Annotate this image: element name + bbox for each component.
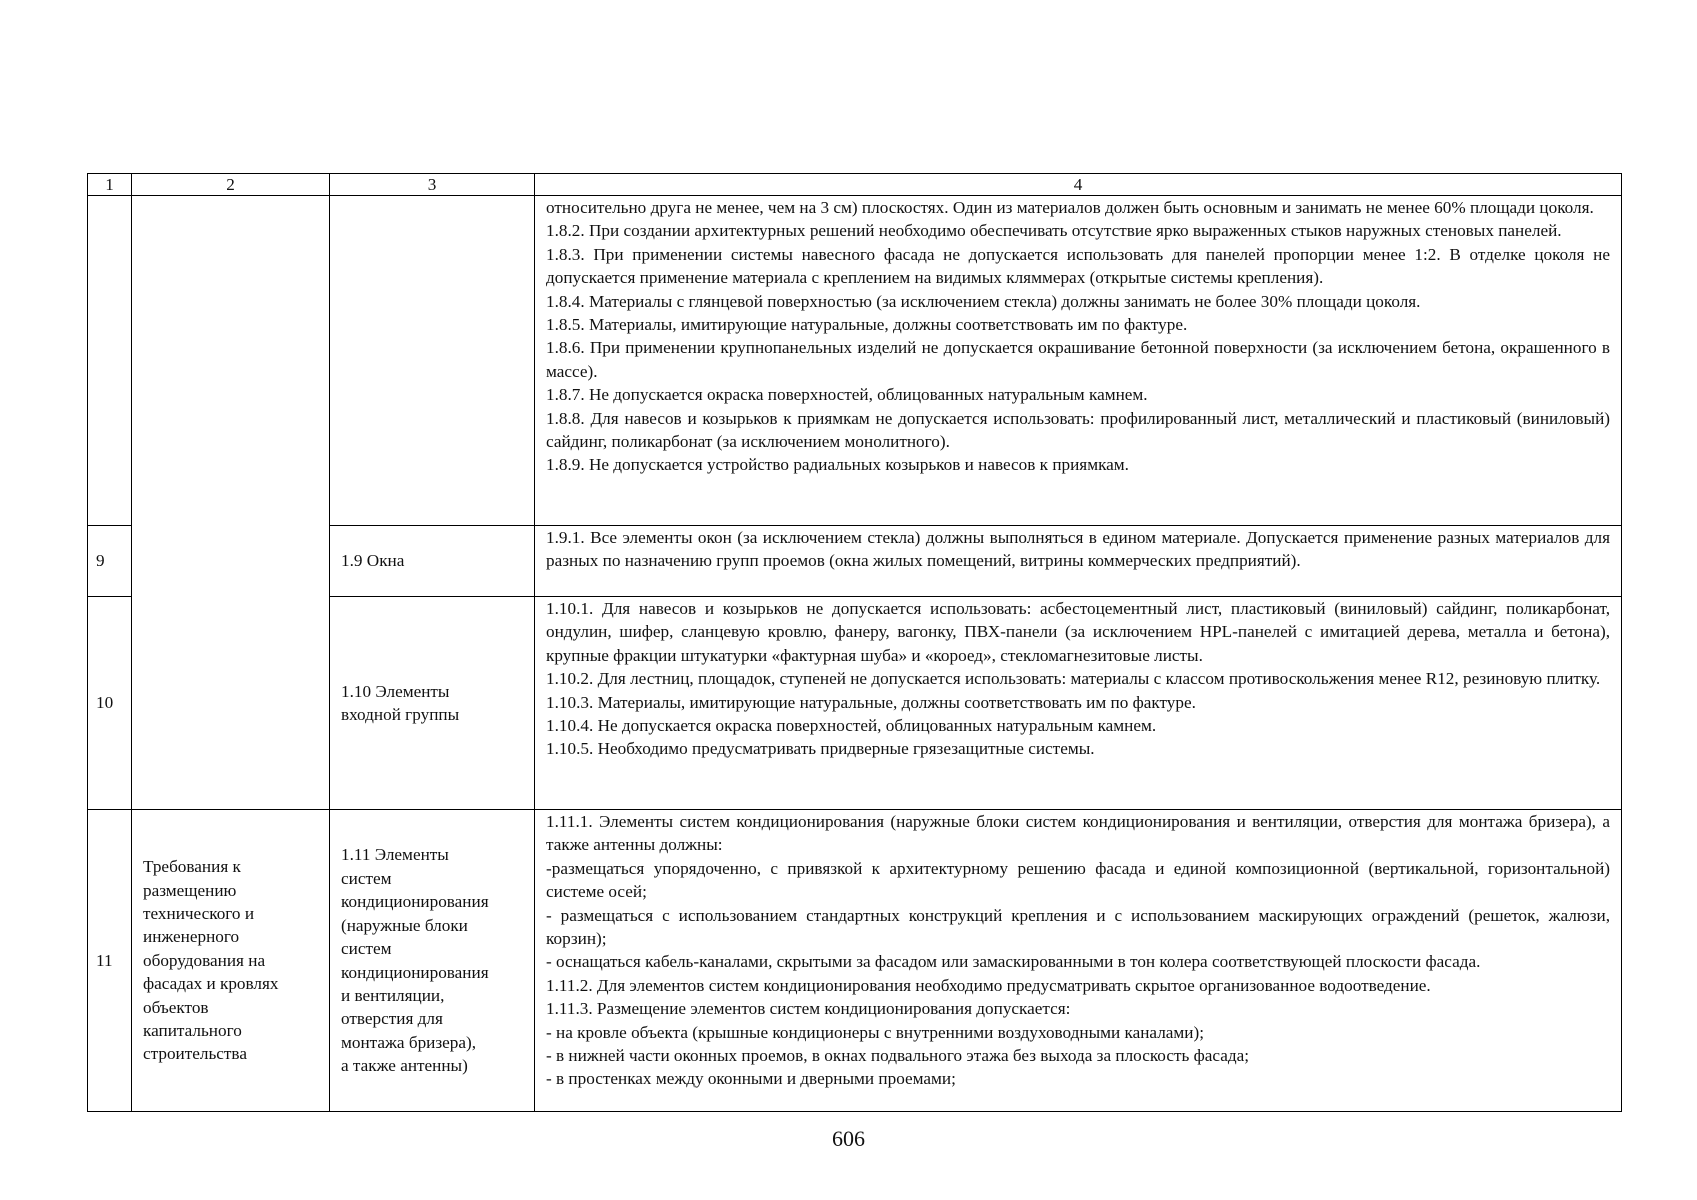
requirement-text: 1.8.9. Не допускается устройство радиальных козырьков и навесов к приямкам. xyxy=(546,455,1129,475)
section-title-line: фасадах и кровлях xyxy=(143,974,279,994)
element-line: 1.10 Элементы xyxy=(341,681,450,701)
requirement-text: 1.8.4. Материалы с глянцевой поверхностью (за исключением стекла) должны занимать не более 30% площади цоколя. xyxy=(546,291,1421,311)
element-line: систем xyxy=(341,868,392,888)
element-cell xyxy=(330,597,535,810)
page-number: 606 xyxy=(832,1126,865,1151)
row-number: 10 xyxy=(88,597,132,810)
table-row xyxy=(88,196,1622,526)
requirement-text: 1.10.5. Необходимо предусматривать придверные грязезащитные системы. xyxy=(546,739,1095,759)
element-cell xyxy=(330,810,535,1112)
requirement-text: - в простенках между оконными и дверными проемами; xyxy=(546,1069,956,1089)
requirement-text: - на кровле объекта (крышные кондиционеры с внутренними воздуховодными каналами); xyxy=(546,1022,1204,1042)
element-line: кондиционирования xyxy=(341,892,489,912)
requirement-text: -размещаться упорядоченно, с привязкой к архитектурному решению фасада и единой композиционной (вертикальной, горизонтальной) системе осей; xyxy=(546,858,1610,902)
requirement-text: 1.8.2. При создании архитектурных решений необходимо обеспечивать отсутствие ярко выраженных стыков наружных стеновых панелей. xyxy=(546,221,1562,241)
requirements-cell xyxy=(535,810,1622,1112)
section-title-line: оборудования на xyxy=(143,950,266,970)
requirement-text: 1.8.7. Не допускается окраска поверхностей, облицованных натуральным камнем. xyxy=(546,385,1148,405)
requirement-text: 1.10.2. Для лестниц, площадок, ступеней не допускается использовать: материалы с классом противоскольжения менее R12, резиновую плитку. xyxy=(546,669,1601,689)
requirement-text: - размещаться с использованием стандартных конструкций крепления и с использованием маскирующих ограждений (решеток, жалюзи, корзин); xyxy=(546,905,1610,949)
section-title-line: объектов xyxy=(143,997,209,1017)
section-title-line: технического и xyxy=(143,903,255,923)
requirements-cell xyxy=(535,196,1622,526)
requirement-text: 1.11.1. Элементы систем кондиционирования (наружные блоки систем кондиционирования и вентиляции, отверстия для монтажа бризера), а также антенны должны: xyxy=(546,812,1610,855)
table-header-row xyxy=(88,174,1622,196)
requirement-text: 1.8.5. Материалы, имитирующие натуральные, должны соответствовать им по фактуре. xyxy=(546,315,1188,335)
section-title-line: Требования к xyxy=(143,857,241,877)
element-line: монтажа бризера), xyxy=(341,1032,477,1052)
element-line: входной группы xyxy=(341,705,460,724)
section-title-cell xyxy=(132,196,330,810)
regulation-table xyxy=(87,173,1622,1112)
element-line: кондиционирования xyxy=(341,962,489,982)
row-number: 9 xyxy=(88,526,132,597)
section-title-line: размещению xyxy=(143,880,237,900)
requirement-text: 1.10.4. Не допускается окраска поверхностей, облицованных натуральным камнем. xyxy=(546,716,1157,736)
section-title-line: капитального xyxy=(143,1021,242,1041)
element-line: а также антенны) xyxy=(341,1056,468,1076)
requirement-text: 1.10.1. Для навесов и козырьков не допускается использовать: асбестоцементный лист, пластиковый (виниловый) сайдинг, поликарбонат, ондулин, шифер, сланцевую кровлю, фанеру, вагонку, ПВХ-панели (за исключением HPL-панелей с имитацией дерева, металла и бетона), крупные фракции штукатурки «фактурная шуба» и «короед», стекломагнезитовые листы. xyxy=(546,599,1610,665)
element-cell: 1.9 Окна xyxy=(330,526,535,597)
header-cell-1: 1 xyxy=(88,174,132,196)
requirement-text: 1.9.1. Все элементы окон (за исключением стекла) должны выполняться в едином материале. Допускается применение разных материалов для разных по назначению групп проемов (окна жилых помещений, витрины коммерческих предприятий). xyxy=(546,528,1610,571)
element-line: систем xyxy=(341,939,392,959)
row-number: 11 xyxy=(88,810,132,1112)
element-line: отверстия для xyxy=(341,1009,443,1029)
requirement-text: - в нижней части оконных проемов, в окнах подвального этажа без выхода за плоскость фасада; xyxy=(546,1046,1249,1066)
section-title-line: строительства xyxy=(143,1044,247,1064)
header-cell-4: 4 xyxy=(535,174,1622,196)
header-cell-3: 3 xyxy=(330,174,535,196)
requirement-text: 1.8.6. При применении крупнопанельных изделий не допускается окрашивание бетонной поверхности (за исключением бетона, окрашенного в массе). xyxy=(546,338,1610,381)
requirement-text: 1.10.3. Материалы, имитирующие натуральные, должны соответствовать им по фактуре. xyxy=(546,692,1196,712)
requirement-text: 1.8.8. Для навесов и козырьков к приямкам не допускается использовать: профилированный лист, металлический и пластиковый (виниловый) сайдинг, поликарбонат (за исключением монолитного). xyxy=(546,408,1610,452)
element-cell xyxy=(330,196,535,526)
element-line: 1.11 Элементы xyxy=(341,845,449,865)
requirement-text: относительно друга не менее, чем на 3 см) плоскостях. Один из материалов должен быть основным и занимать не менее 60% площади цоколя. xyxy=(546,198,1594,217)
section-title-line: инженерного xyxy=(143,927,240,947)
requirement-text: - оснащаться кабель-каналами, скрытыми за фасадом или замаскированными в тон колера соответствующей плоскости фасада. xyxy=(546,952,1481,972)
requirements-cell xyxy=(535,526,1622,597)
table-row xyxy=(88,810,1622,1112)
row-number xyxy=(88,196,132,526)
requirement-text: 1.8.3. При применении системы навесного фасада не допускается использовать для панелей пропорции менее 1:2. В отделке цоколя не допускается применение материала с креплением на видимых кляммерах (открытые системы крепления). xyxy=(546,244,1610,288)
requirement-text: 1.11.2. Для элементов систем кондиционирования необходимо предусматривать скрытое организованное водоотведение. xyxy=(546,975,1431,995)
element-line: (наружные блоки xyxy=(341,915,468,935)
section-title-cell xyxy=(132,810,330,1112)
element-line: и вентиляции, xyxy=(341,985,445,1005)
header-cell-2: 2 xyxy=(132,174,330,196)
requirement-text: 1.11.3. Размещение элементов систем кондиционирования допускается: xyxy=(546,999,1071,1019)
requirements-cell xyxy=(535,597,1622,810)
